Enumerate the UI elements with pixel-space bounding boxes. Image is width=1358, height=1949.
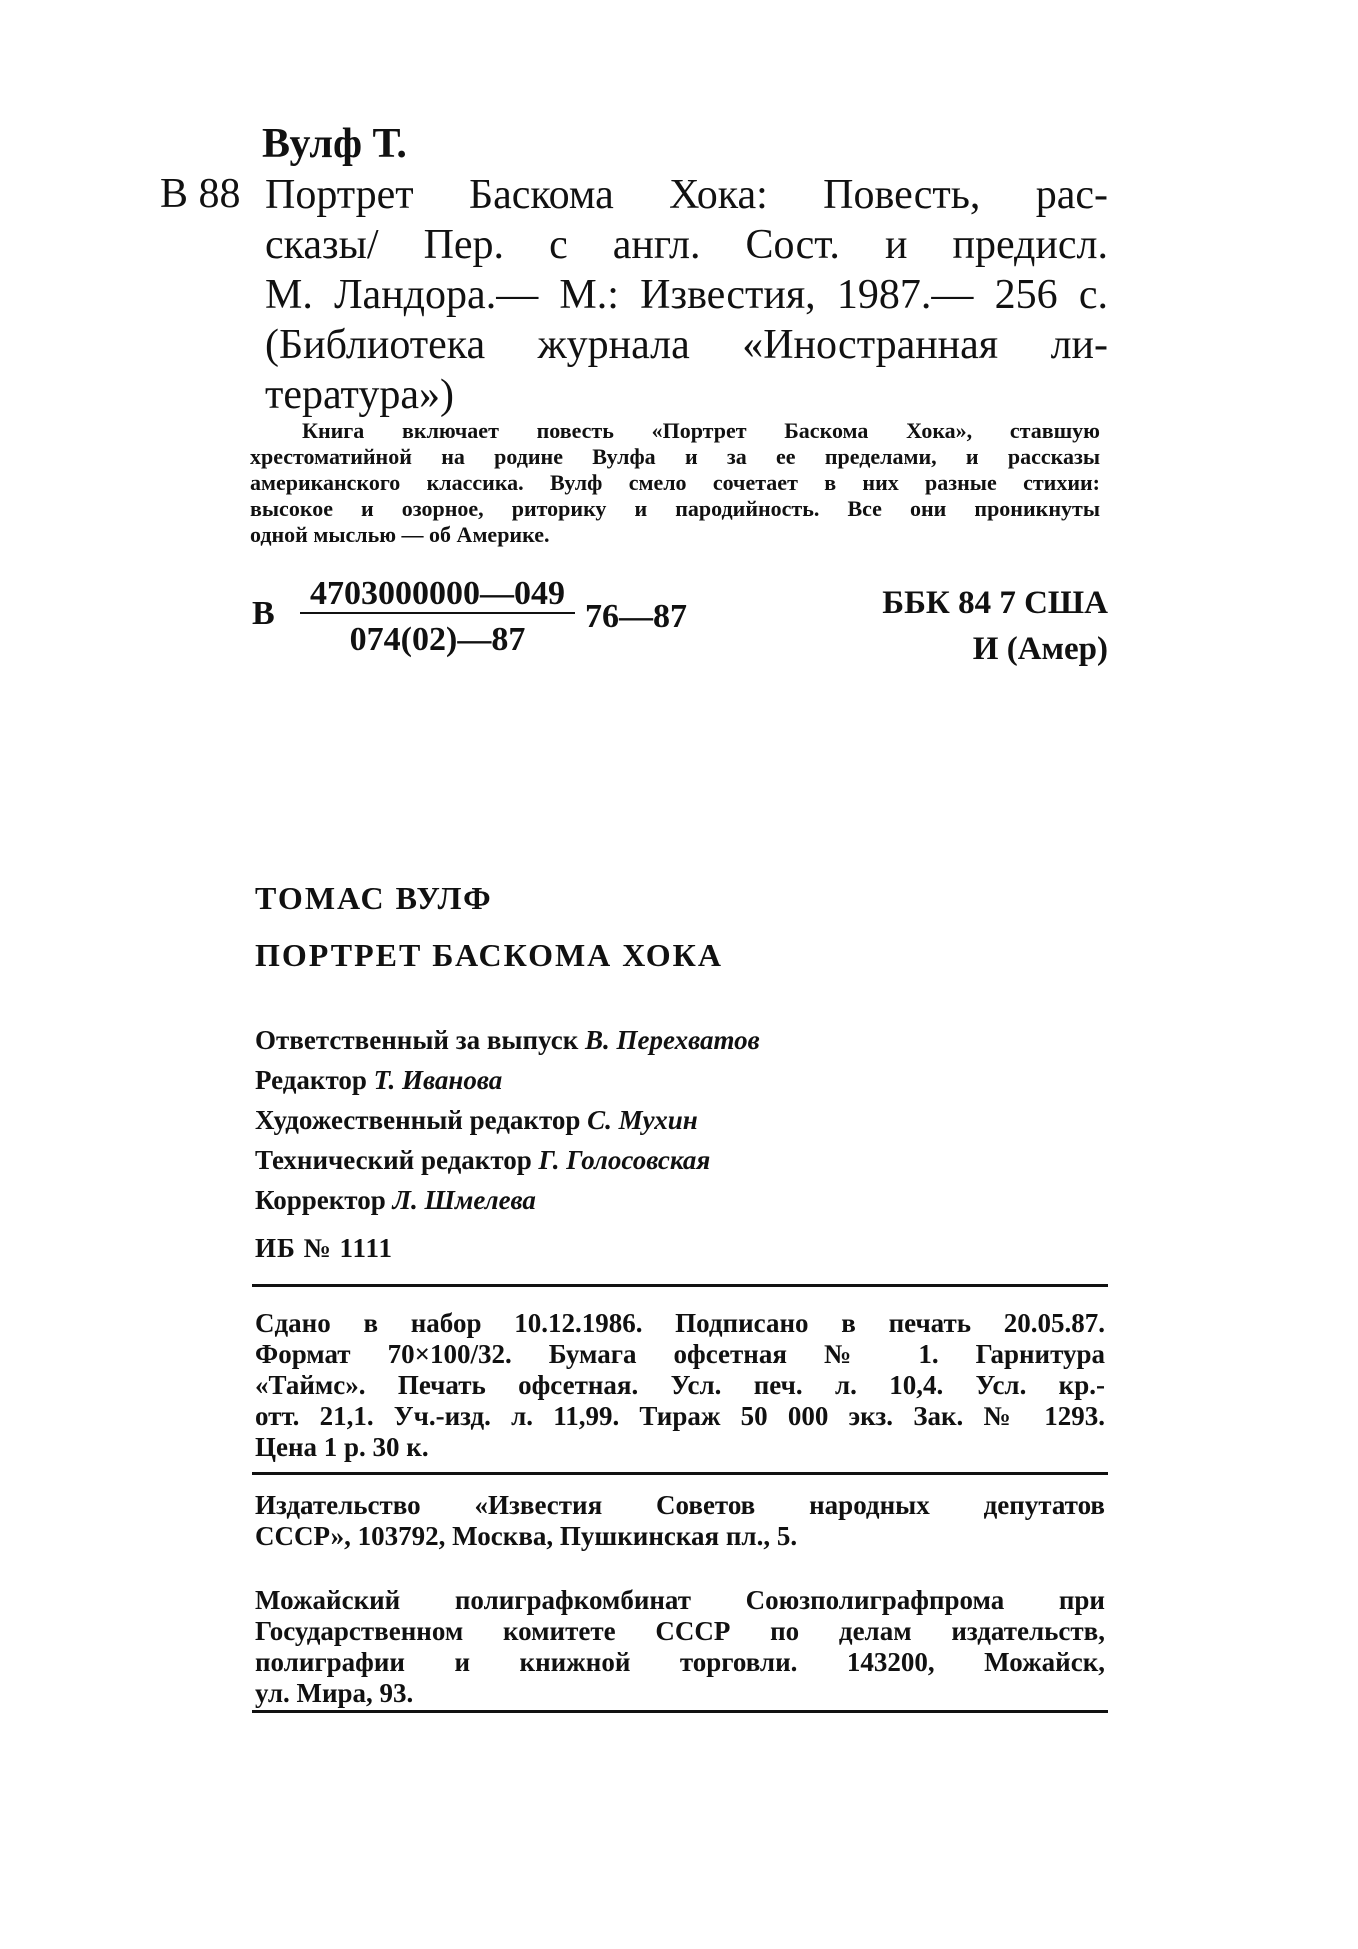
printer-line: полиграфии и книжной торговли. 143200, Можайск, [255,1647,1105,1677]
annotation-line: одной мыслью — об Америке. [250,522,550,547]
description-line: Портрет Баскома Хока: Повесть, рас- [265,172,1108,218]
credit-role: Корректор [255,1185,386,1215]
print-line: отт. 21,1. Уч.-изд. л. 11,99. Тираж 50 000 экз. Зак. № 1293. [255,1401,1105,1431]
bbk-line: И (Амер) [972,631,1108,667]
credit-row [255,1060,760,1100]
credit-name: Т. Иванова [373,1065,503,1095]
code-side: 76—87 [585,598,687,635]
divider-rule [252,1284,1108,1287]
bibliographic-description [265,170,1108,420]
catalog-author: Вулф Т. [262,121,407,167]
credit-name: Г. Голосовская [538,1145,711,1175]
divider-rule [252,1472,1108,1475]
annotation-line: высокое и озорное, риторику и пародийность. Все они проникнуты [250,496,1100,521]
bbk-line: ББК 84 7 США [882,585,1108,621]
print-line: Сдано в набор 10.12.1986. Подписано в печать 20.05.87. [255,1308,1105,1338]
printer-line: ул. Мира, 93. [255,1678,414,1708]
credit-name: В. Перехватов [585,1025,760,1055]
imprint-author: ТОМАС ВУЛФ [255,880,493,916]
credit-role: Редактор [255,1065,367,1095]
printer-line: Можайский полиграфкомбинат Союзполиграфпрома при [255,1585,1105,1615]
print-line: Цена 1 р. 30 к. [255,1432,429,1462]
description-line: сказы/ Пер. с англ. Сост. и предисл. [265,222,1108,268]
annotation-line: хрестоматийной на родине Вулфа и за ее пределами, и рассказы [250,444,1100,469]
imprint-title: ПОРТРЕТ БАСКОМА ХОКА [255,937,723,973]
code-letter: В [252,595,275,632]
credit-row [255,1100,760,1140]
printer-line: Государственном комитете СССР по делам издательств, [255,1616,1105,1646]
shelf-mark: В 88 [160,171,241,217]
credits-list [255,1020,760,1220]
credit-role: Художественный редактор [255,1105,581,1135]
credit-role: Ответственный за выпуск [255,1025,579,1055]
description-line: М. Ландора.— М.: Известия, 1987.— 256 с. [265,272,1108,318]
description-line: (Библиотека журнала «Иностранная ли- [265,322,1108,368]
credit-row [255,1140,760,1180]
publisher-info [255,1490,1105,1552]
bbk-index [882,580,1108,672]
annotation-line: американского классика. Вулф смело сочетает в них разные стихии: [250,470,1100,495]
divider-rule [252,1710,1108,1713]
annotation-line: Книга включает повесть «Портрет Баскома Хока», ставшую [302,418,1100,443]
credit-name: Л. Шмелева [392,1185,536,1215]
ib-number: ИБ № 1111 [255,1233,394,1263]
annotation [250,418,1100,548]
credit-row [255,1180,760,1220]
publisher-line: СССР», 103792, Москва, Пушкинская пл., 5. [255,1521,798,1551]
description-line: тература») [265,372,454,418]
print-line: «Таймс». Печать офсетная. Усл. печ. л. 10,4. Усл. кр.- [255,1370,1105,1400]
code-denominator: 074(02)—87 [349,621,526,658]
credit-row [255,1020,760,1060]
code-numerator: 4703000000—049 [300,576,575,614]
credit-name: С. Мухин [587,1105,698,1135]
publisher-line: Издательство «Известия Советов народных депутатов [255,1490,1105,1520]
print-details [255,1308,1105,1463]
credit-role: Технический редактор [255,1145,532,1175]
printer-info [255,1585,1105,1709]
print-line: Формат 70×100/32. Бумага офсетная № 1. Гарнитура [255,1339,1105,1369]
